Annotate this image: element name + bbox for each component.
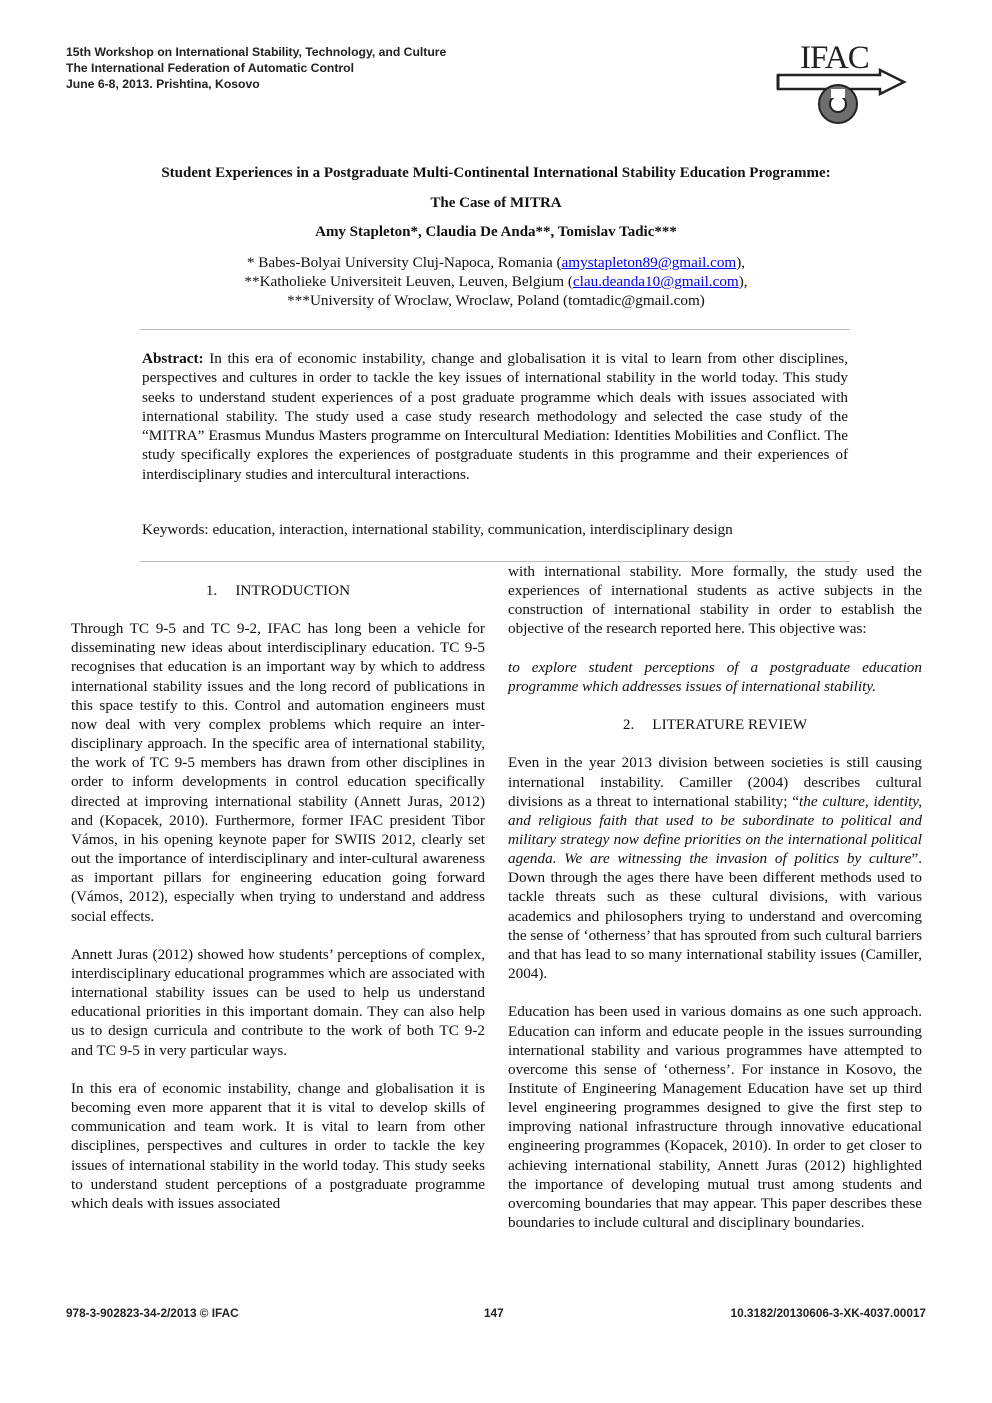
- email-link-1[interactable]: amystapleton89@gmail.com: [561, 254, 737, 271]
- intro-paragraph-1: Through TC 9-5 and TC 9-2, IFAC has long been a vehicle for disseminating new ideas about interdisciplinary education. TC 9-5 recognises that education is an important way by which to address international stability issues and the long record of publications in this space testify to this. Control and automation engineers must now deal with very complex problems which require an inter-disciplinary approach. In the specific area of international stability, the work of TC 9-5 members has drawn from other disciplines in order to inform developments in control education specifically directed at improving international stability (Annett Juras, 2012) and (Kopacek, 2010). Furthermore, former IFAC president Tibor Vámos, in his opening keynote paper for SWIIS 2012, clearly set out the importance of interdisciplinary and inter-cultural awareness as important pillars for engineering education going forward (Vámos, 2012), especially when trying to understand and address social effects.: [71, 620, 485, 925]
- literature-paragraph-1: Even in the year 2013 division between societies is still causing international instability. Camiller (2004) describes cultural divisions as a threat to international stability; “the culture, identity, and religious faith that used to be subordinate to political and military strategy now define priorities on the international political agenda. We are witnessing the invasion of politics by culture”. Down through the ages there have been different methods used to tackle threats such as these cultural divisions, with various academics and philosophers trying to understand and overcoming the sense of ‘otherness’ that has sprouted from such cultural barriers and that has lead to so many international stability issues (Camiller, 2004).: [508, 754, 922, 983]
- ifac-logo: [776, 38, 908, 128]
- footer-page-number: 147: [484, 1306, 504, 1320]
- intro-paragraph-2: Annett Juras (2012) showed how students’ perceptions of complex, interdisciplinary educational programmes which are associated with international stability issues can be used to help us understand educational priorities in this important domain. They can also help us to design curricula and contribute to the work of both TC 9-2 and TC 9-5 in very particular ways.: [71, 945, 485, 1059]
- footer-isbn: 978-3-902823-34-2/2013 © IFAC: [66, 1306, 239, 1320]
- paper-title-line-2: The Case of MITRA: [430, 195, 562, 211]
- intro-paragraph-continued: with international stability. More formally, the study used the experiences of international students as active subjects in the construction of international stability in order to establish the objective of the research reported here. This objective was:: [508, 563, 922, 638]
- keywords: Keywords: education, interaction, international stability, communication, interdisciplinary design: [142, 521, 733, 538]
- affiliation-3: ***University of Wroclaw, Wroclaw, Poland (tomtadic@gmail.com): [287, 292, 705, 309]
- affiliation-1: * Babes-Bolyai University Cluj-Napoca, Romania (amystapleton89@gmail.com),: [246, 254, 746, 271]
- abstract-text: In this era of economic instability, change and globalisation it is vital to learn from other disciplines, perspectives and cultures in order to tackle the key issues of international stability in the world today. This study seeks to understand student experiences of a post graduate programme which deals with issues associated with international stability. The study used a case study research methodology and selected the case study of the “MITRA” Erasmus Mundus Masters programme on Intercultural Mediation: Identities Mobilities and Conflict. The study specifically explores the experiences of postgraduate students in this programme and their experiences of interdisciplinary studies and intercultural interactions.: [142, 350, 849, 483]
- email-link-2[interactable]: clau.deanda10@gmail.com: [572, 273, 739, 290]
- camiller-quote: the culture, identity, and religious faith that used to be subordinate to political and military strategy now define priorities on the international political agenda. We are witnessing the invasion of politics by culture: [508, 792, 922, 868]
- intro-paragraph-3: In this era of economic instability, change and globalisation it is becoming even more apparent that it is vital to develop skills of communication and team work. It is vital to learn from other disciplines, perspectives and cultures in order to tackle the key issues of international stability in the world today. This study seeks to understand student perceptions of a postgraduate programme which deals with issues associated: [71, 1079, 485, 1212]
- conference-header: [66, 44, 446, 92]
- header-line-2: The International Federation of Automatic Control: [66, 61, 354, 75]
- section-heading-introduction: 1. INTRODUCTION: [205, 582, 351, 599]
- right-column: [508, 562, 922, 1251]
- divider-top: [140, 329, 850, 330]
- header-line-3: June 6-8, 2013. Prishtina, Kosovo: [66, 77, 260, 91]
- ifac-logo-text: IFAC: [800, 40, 869, 76]
- section-heading-literature-review: 2. LITERATURE REVIEW: [622, 716, 808, 734]
- research-objective: to explore student perceptions of a postgraduate education programme which addresses issues of international stability.: [508, 658, 922, 695]
- abstract: [142, 349, 848, 484]
- footer-doi: 10.3182/20130606-3-XK-4037.00017: [730, 1306, 926, 1320]
- authors: Amy Stapleton*, Claudia De Anda**, Tomislav Tadic***: [315, 224, 677, 240]
- abstract-label: Abstract:: [142, 350, 204, 367]
- paper-title-line-1: Student Experiences in a Postgraduate Multi-Continental International Stability Education Programme:: [161, 165, 831, 181]
- left-column: [71, 581, 485, 1232]
- literature-paragraph-2: Education has been used in various domains as one such approach. Education can inform and educate people in the issues surrounding international stability and various programmes have attempted to overcome this sense of ‘otherness’. For instance in Kosovo, the Institute of Engineering Management Education have set up third level engineering programmes designed to give the first step to improving national infrastructure through innovative educational engineering programmes (Kopacek, 2010). In order to get closer to achieving international stability, Annett Juras (2012) highlighted the importance of developing mutual trust among students and overcoming boundaries that may appear. This paper describes these boundaries to include cultural and disciplinary boundaries.: [508, 1003, 922, 1232]
- header-line-1: 15th Workshop on International Stability, Technology, and Culture: [66, 45, 447, 59]
- affiliation-2: **Katholieke Universiteit Leuven, Leuven, Belgium (clau.deanda10@gmail.com),: [244, 273, 748, 290]
